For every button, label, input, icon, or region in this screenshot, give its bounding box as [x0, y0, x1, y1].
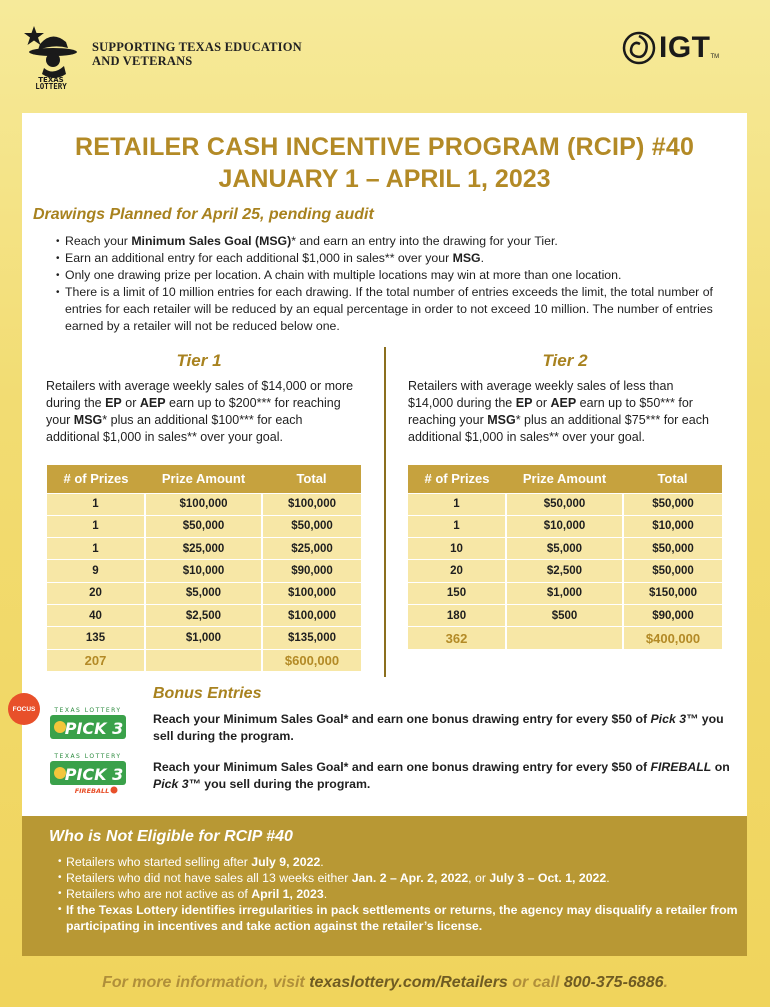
text-span: $5,000	[145, 582, 262, 604]
svg-text:LOTTERY: LOTTERY	[35, 82, 67, 90]
column-header: Prize Amount	[506, 465, 623, 493]
text-span: .	[606, 871, 610, 885]
text-span: $400,000	[623, 627, 722, 649]
tier-2-prize-table	[408, 465, 722, 649]
focus-badge: FOCUS	[8, 693, 40, 725]
text-span: 362	[408, 627, 506, 649]
texas-lottery-logo	[22, 22, 80, 90]
eligibility-item	[58, 854, 738, 870]
table-row	[47, 604, 361, 626]
text-span: 10	[408, 538, 506, 560]
text-span: $50,000	[623, 538, 722, 560]
text-span: Minimum Sales Goal (MSG)	[131, 234, 292, 248]
tier-1-prize-table	[47, 465, 361, 671]
text-span: Pick 3™	[153, 777, 201, 791]
tier-divider	[384, 347, 386, 677]
program-dates: JANUARY 1 – APRIL 1, 2023	[218, 165, 551, 193]
igt-trademark: TM	[710, 54, 720, 60]
text-span: Reach your	[65, 234, 132, 248]
text-span: Reach your Minimum Sales Goal* and earn one bonus drawing entry for every $50 of	[153, 760, 651, 774]
igt-spiral-icon	[622, 31, 656, 65]
text-span: $25,000	[145, 538, 262, 560]
text-span: $90,000	[262, 560, 361, 582]
text-span: $100,000	[262, 493, 361, 515]
text-span: * and earn an entry into the drawing for your Tier.	[291, 234, 558, 248]
tagline	[92, 40, 302, 68]
text-span: 20	[408, 560, 506, 582]
text-span: $2,500	[506, 560, 623, 582]
text-span: 135	[47, 627, 145, 649]
text-span: Retailers who are not active as of	[66, 887, 252, 901]
drawings-heading: Drawings Planned for April 25, pending audit	[33, 206, 374, 223]
page-title: RETAILER CASH INCENTIVE PROGRAM (RCIP) #40	[74, 133, 695, 161]
text-span: you sell during the program.	[153, 712, 724, 743]
text-span: $1,000	[145, 627, 262, 649]
eligibility-item	[58, 870, 738, 886]
eligibility-section	[22, 816, 747, 956]
tier-1-title: Tier 1	[176, 351, 222, 370]
text-span: 1	[47, 493, 145, 515]
text-span: July 9, 2022	[251, 855, 321, 869]
text-span: MSG	[487, 413, 516, 427]
table-row	[47, 538, 361, 560]
bonus-pick3-text	[153, 711, 733, 745]
igt-logo	[622, 30, 719, 66]
text-span: $1,000	[506, 582, 623, 604]
pick3-fireball-logo	[48, 751, 128, 795]
rule-item: • There is a limit of 10 million entries for each drawing. If the total number of entries exceeds the limit, the total number of entries for each retailer will be reduced by an equal percentage in order to not exceed 10 million. The number of entries earned by a retailer will not be reduced below one.	[56, 284, 746, 335]
text-span: * plus an additional $75*** for each additional $1,000 in sales** over your goal.	[408, 413, 709, 444]
text-span: AEP	[139, 396, 166, 410]
text-span: 1	[408, 515, 506, 537]
text-span: or call	[507, 974, 564, 991]
column-header: Prize Amount	[145, 465, 262, 493]
main-panel	[12, 113, 747, 816]
text-span: $600,000	[262, 649, 361, 671]
table-row	[47, 560, 361, 582]
tagline-line-1: SUPPORTING TEXAS EDUCATION	[92, 40, 302, 54]
table-row	[47, 515, 361, 537]
text-span: Retailers who started selling after	[66, 855, 252, 869]
eligibility-item	[58, 886, 738, 902]
text-span: earn up to $200*** for reaching your	[46, 396, 341, 427]
text-span: .	[480, 251, 485, 265]
text-span: 1	[47, 538, 145, 560]
fireball-label: FIREBALL	[74, 787, 110, 795]
eligibility-title: Who is Not Eligible for RCIP #40	[49, 828, 293, 845]
text-span: $50,000	[262, 515, 361, 537]
drawing-rules-list	[56, 233, 746, 335]
text-span: Earn an additional entry for each additional $1,000 in sales** over your	[65, 251, 453, 265]
bonus-fireball-text	[153, 759, 733, 793]
table-row	[408, 560, 722, 582]
table-row	[408, 515, 722, 537]
text-span: $50,000	[623, 493, 722, 515]
text-span: Retailers with average weekly sales of less than $14,000 during the	[408, 379, 674, 410]
text-span: April 1, 2023	[251, 887, 324, 901]
text-span: $25,000	[262, 538, 361, 560]
text-span: Pick 3™	[650, 712, 699, 726]
table-total-row	[47, 649, 361, 671]
text-span: .	[320, 855, 324, 869]
text-span: $10,000	[623, 515, 722, 537]
column-header: # of Prizes	[47, 465, 145, 493]
table-total-row	[408, 627, 722, 649]
text-span: $10,000	[506, 515, 623, 537]
page-header	[0, 0, 770, 112]
igt-wordmark: IGT	[659, 31, 711, 64]
column-header: # of Prizes	[408, 465, 506, 493]
text-span: $50,000	[623, 560, 722, 582]
text-span: 207	[47, 649, 145, 671]
text-span: $50,000	[506, 493, 623, 515]
text-span: or	[532, 396, 551, 410]
footer-contact	[0, 974, 770, 992]
pick3-logo	[48, 705, 128, 741]
text-span: FIREBALL	[650, 760, 712, 774]
text-span: AEP	[550, 396, 577, 410]
text-span: on	[711, 760, 730, 774]
phone-number[interactable]: 800-375-6886	[563, 974, 664, 991]
text-span: July 3 – Oct. 1, 2022	[489, 871, 607, 885]
text-span: $135,000	[262, 627, 361, 649]
tagline-line-2: AND VETERANS	[92, 54, 193, 68]
text-span: Retailers who did not have sales all 13 weeks either	[66, 871, 352, 885]
pick3-label: PICK 3	[64, 719, 124, 738]
column-header: Total	[623, 465, 722, 493]
text-span: you sell during the program.	[200, 777, 371, 791]
column-header: Total	[262, 465, 361, 493]
text-span: $500	[506, 604, 623, 626]
text-span: 40	[47, 604, 145, 626]
text-span: $100,000	[262, 582, 361, 604]
text-span: EP	[105, 396, 122, 410]
text-span: 20	[47, 582, 145, 604]
pick3-brand-text: TEXAS LOTTERY	[54, 707, 122, 714]
text-span: , or	[468, 871, 490, 885]
text-span: 9	[47, 560, 145, 582]
text-span: Jan. 2 – Apr. 2, 2022	[351, 871, 469, 885]
text-span: $90,000	[623, 604, 722, 626]
text-span: For more information, visit	[102, 974, 310, 991]
tier-2-description	[408, 378, 718, 446]
table-row	[47, 493, 361, 515]
table-row	[408, 538, 722, 560]
eligibility-item: • If the Texas Lottery identifies irregularities in pack settlements or returns, the agency may disqualify a retailer from participating in incentives and take action against the retailer’s license.	[58, 902, 738, 934]
text-span: 1	[408, 493, 506, 515]
text-span: 1	[47, 515, 145, 537]
text-span: MSG	[73, 413, 103, 427]
text-span: earn up to $50*** for reaching your	[408, 396, 693, 427]
table-row	[408, 582, 722, 604]
table-row	[408, 493, 722, 515]
svg-text:TEXAS: TEXAS	[38, 76, 64, 84]
text-span: Retailers with average weekly sales of $14,000 or more during the	[46, 379, 354, 410]
pick3-fireball-brand-text: TEXAS LOTTERY	[54, 753, 122, 760]
text-span: Reach your Minimum Sales Goal* and earn one bonus drawing entry for every $50 of	[153, 712, 651, 726]
text-span: 180	[408, 604, 506, 626]
text-span: $10,000	[145, 560, 262, 582]
text-span: .	[323, 887, 328, 901]
text-span: $50,000	[145, 515, 262, 537]
rule-item	[56, 233, 746, 250]
tier-2-title: Tier 2	[542, 351, 588, 370]
text-span: $5,000	[506, 538, 623, 560]
text-span: * plus an additional $100*** for each additional $1,000 in sales** over your goal.	[46, 413, 303, 444]
text-span: $150,000	[623, 582, 722, 604]
text-span: MSG	[452, 251, 481, 265]
eligibility-list	[58, 854, 738, 934]
text-span: $100,000	[145, 493, 262, 515]
rule-item: • Only one drawing prize per location. A chain with multiple locations may win at more than one location.	[56, 267, 746, 284]
text-span: or	[121, 396, 140, 410]
text-span: $2,500	[145, 604, 262, 626]
text-span: .	[663, 974, 668, 991]
text-span: EP	[515, 396, 533, 410]
table-row	[47, 627, 361, 649]
rule-item	[56, 250, 746, 267]
bonus-entries-title: Bonus Entries	[153, 685, 262, 702]
pick3-fireball-label: PICK 3	[64, 765, 124, 784]
retailers-link[interactable]: texaslottery.com/Retailers	[309, 974, 508, 991]
table-row	[47, 582, 361, 604]
table-row	[408, 604, 722, 626]
text-span: $100,000	[262, 604, 361, 626]
text-span: 150	[408, 582, 506, 604]
tier-1-description	[46, 378, 356, 446]
